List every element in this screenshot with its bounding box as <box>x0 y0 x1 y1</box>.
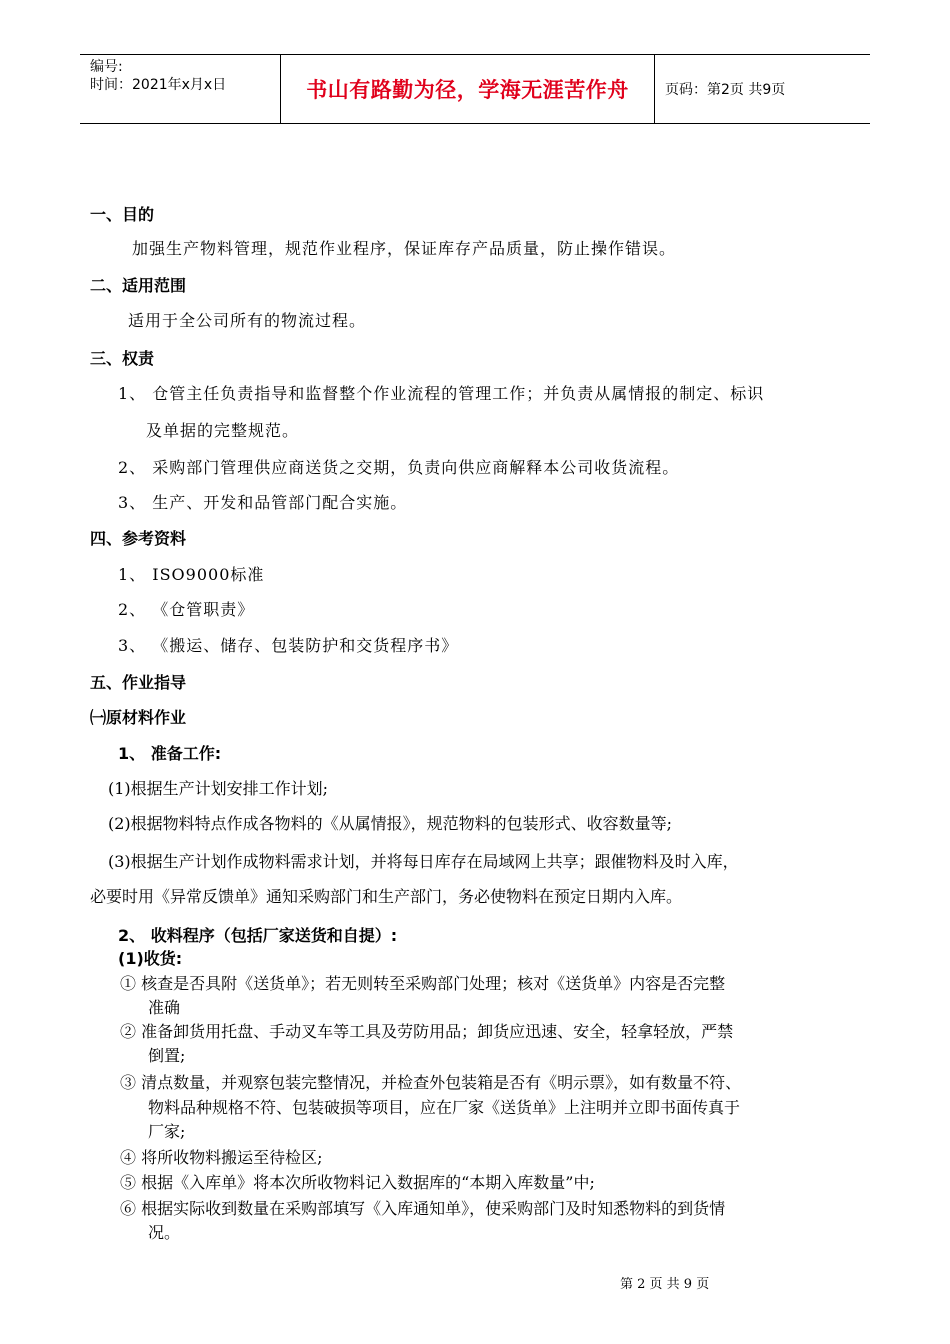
section-4-item-1: 1、 ISO9000标准 <box>118 565 265 584</box>
section-2-text: 适用于全公司所有的物流过程。 <box>128 311 367 330</box>
section-1-title: 一、目的 <box>90 205 155 224</box>
header-page-cell <box>655 55 870 123</box>
section-5-title: 五、作业指导 <box>90 673 187 692</box>
header-page-number: 页码：第2页 共9页 <box>665 82 786 98</box>
prep-item-2: (2)根据物料特点作成各物料的《从属情报》，规范物料的包装形式、收容数量等; <box>108 814 673 833</box>
section-1-text: 加强生产物料管理，规范作业程序，保证库存产品质量，防止操作错误。 <box>132 239 677 258</box>
receiving-title: 2、 收料程序（包括厂家送货和自提）: <box>118 926 398 945</box>
document-header <box>80 54 870 124</box>
receiving-step-2-cont: 倒置; <box>148 1046 186 1065</box>
section-3-item-1-cont: 及单据的完整规范。 <box>146 421 300 440</box>
section-5-subtitle: ㈠原材料作业 <box>90 708 187 727</box>
header-info-cell <box>80 55 281 123</box>
prep-item-1: (1)根据生产计划安排工作计划; <box>108 779 329 798</box>
receiving-step-6-cont: 况。 <box>148 1223 181 1242</box>
receiving-step-3-cont-2: 厂家; <box>148 1122 186 1141</box>
document-number-label: 编号: <box>90 59 123 75</box>
section-3-title: 三、权责 <box>90 349 155 368</box>
section-4-title: 四、参考资料 <box>90 529 187 548</box>
prep-item-3-cont: 必要时用《异常反馈单》通知采购部门和生产部门，务必使物料在预定日期内入库。 <box>90 887 683 906</box>
section-2-title: 二、适用范围 <box>90 276 187 295</box>
section-3-item-1: 1、 仓管主任负责指导和监督整个作业流程的管理工作；并负责从属情报的制定、标识 <box>118 384 765 403</box>
header-motto: 书山有路勤为径，学海无涯苦作舟 <box>281 55 655 123</box>
section-3-item-2: 2、 采购部门管理供应商送货之交期，负责向供应商解释本公司收货流程。 <box>118 458 680 477</box>
receiving-step-1-cont: 准确 <box>148 998 181 1017</box>
section-3-item-3: 3、 生产、开发和品管部门配合实施。 <box>118 493 408 512</box>
document-date: 时间：2021年x月x日 <box>90 77 227 93</box>
receiving-step-1: ① 核查是否具附《送货单》；若无则转至采购部门处理；核对《送货单》内容是否完整 <box>120 974 726 993</box>
receiving-step-3: ③ 清点数量，并观察包装完整情况，并检查外包装箱是否有《明示票》，如有数量不符、 <box>120 1073 742 1092</box>
receiving-step-5: ⑤ 根据《入库单》将本次所收物料记入数据库的“本期入库数量”中; <box>120 1173 595 1192</box>
receiving-step-6: ⑥ 根据实际收到数量在采购部填写《入库通知单》，使采购部门及时知悉物料的到货情 <box>120 1199 726 1218</box>
footer-page-number: 第 2 页 共 9 页 <box>620 1277 710 1292</box>
section-4-item-3: 3、 《搬运、储存、包装防护和交货程序书》 <box>118 636 459 655</box>
receiving-subtitle: (1)收货: <box>118 949 183 968</box>
receiving-step-3-cont-1: 物料品种规格不符、包装破损等项目，应在厂家《送货单》上注明并立即书面传真于 <box>148 1098 741 1117</box>
receiving-step-2: ② 准备卸货用托盘、手动叉车等工具及劳防用品；卸货应迅速、安全，轻拿轻放，严禁 <box>120 1022 734 1041</box>
prep-item-3: (3)根据生产计划作成物料需求计划，并将每日库存在局域网上共享；跟催物料及时入库， <box>108 852 739 871</box>
receiving-step-4: ④ 将所收物料搬运至待检区; <box>120 1148 323 1167</box>
section-4-item-2: 2、 《仓管职责》 <box>118 600 255 619</box>
prep-title: 1、 准备工作: <box>118 744 222 763</box>
